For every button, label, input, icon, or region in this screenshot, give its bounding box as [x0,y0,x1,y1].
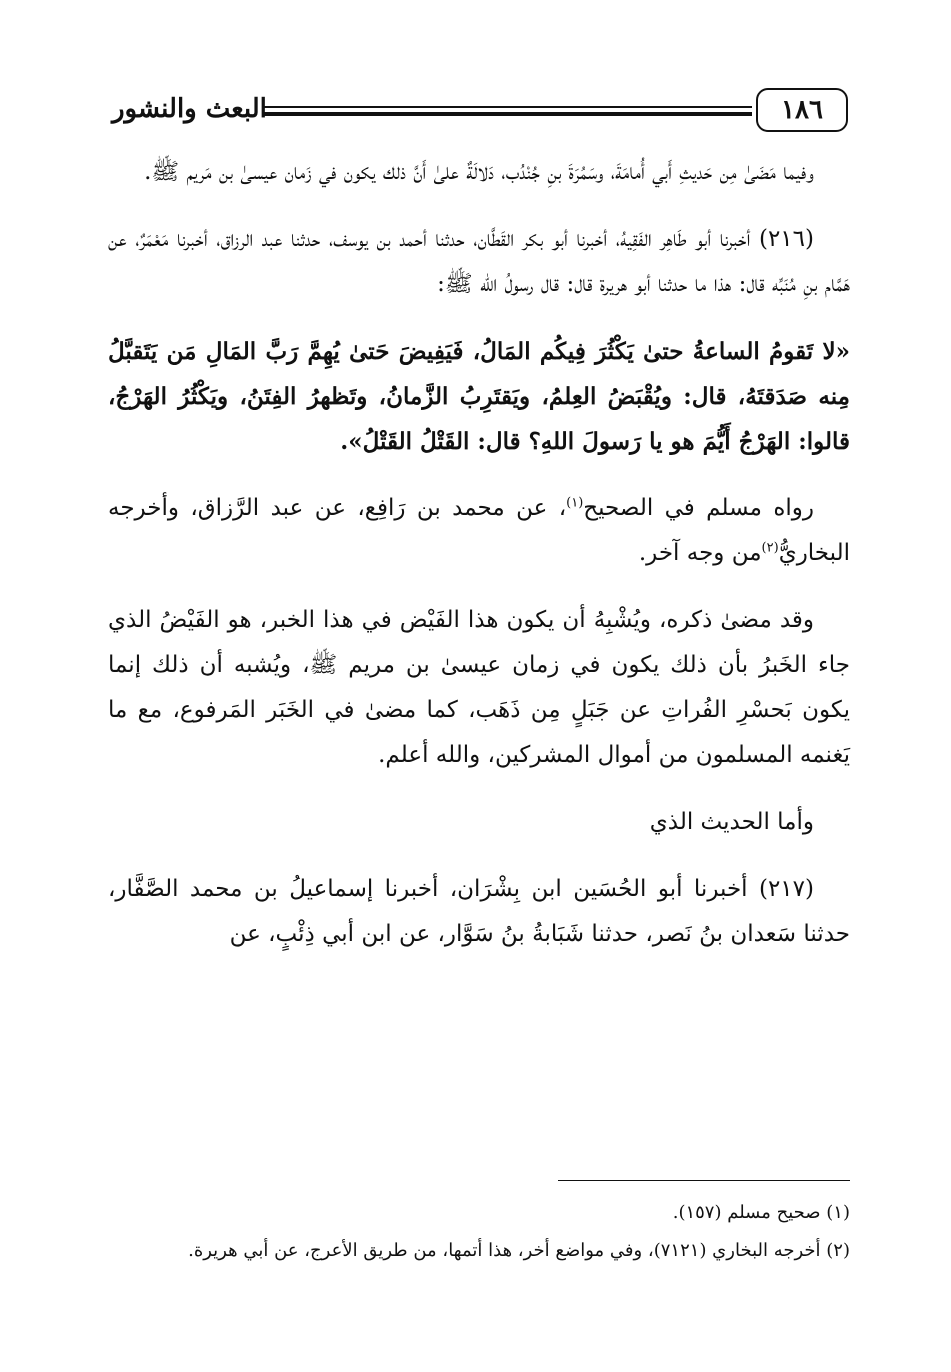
paragraph-transition: وأما الحديث الذي [649,809,814,835]
footnote-1: (١) صحيح مسلم (١٥٧). [672,1202,850,1223]
paragraph-1: وفيما مَضَىٰ مِن حَديثِ أَبي أُمامَةَ، وسَمُرَةَ بنِ جُنْدُب، دَلالَةٌ علىٰ أَنَّ ذلك يكون في زَمان عيسىٰ بن مَريم ﷺ. [144,159,814,185]
main-text [108,150,850,979]
page-header [112,88,848,134]
paragraph-hadith-217-isnad: (٢١٧) أخبرنا أبو الحُسَين ابن بِشْرَان، أخبرنا إسماعيلُ بن محمد الصَّفَّار، حدثنا سَعدان بنُ نَصر، حدثنا شَبَابةُ بنُ سَوَّار، عن ابن أبي ذِئْبٍ، عن [108,876,850,947]
takhrij-part-2: ، عن محمد بن رَافِع، عن عبد الرَّزاق، وأخرجه البخاريُّ [108,495,850,566]
footnote-marker-1[interactable]: (١) [566,495,584,511]
footnotes [108,1196,850,1272]
footnote-marker-2[interactable]: (٢) [761,540,779,556]
footnote-separator [558,1180,850,1181]
running-title: البعث والنشور [112,94,267,124]
footnote-2: (٢) أخرجه البخاري (٧١٢١)، وفي مواضع أخر، هذا أتمها، من طريق الأعرج، عن أبي هريرة. [188,1240,850,1261]
paragraph-hadith-216-isnad: (٢١٦) أخبرنا أبو طَاهِر الفَقِيهُ، أخبرنا أبو بكر القَطَّان، حدثنا أحمد بن يوسف، حدثنا عبد الرزاق، أخبرنا مَعْمَرٌ، عن هَمَّام بنِ مُنَبِّه قال: هذا ما حدثنا أبو هريرة قال: قال رسولُ الله ﷺ: [108,226,850,297]
page-number: ١٨٦ [756,88,848,132]
takhrij-part-1: رواه مسلم في الصحيح [583,495,814,521]
hadith-text: «لا تَقومُ الساعةُ حتىٰ يَكْثُرَ فِيكُم المَالُ، فَيَفِيضَ حَتىٰ يُهِمَّ رَبَّ المَالِ مَن يَتَقبَّلُ مِنه صَدَقتَهُ، قال: ويُقْبَضُ العِلمُ، ويَقتَرِبُ الزَّمانُ، وتَظهرُ الفِتَنُ، ويَكْثُرُ الهَرْجُ، قالوا: الهَرْجُ أَيُّمَ هو يا رَسولَ اللهِ؟ قال: القَتْلُ القَتْلُ». [108,338,850,455]
header-rule-thick [262,112,752,116]
takhrij-part-3: من وجه آخر. [638,540,762,566]
paragraph-takhrij [108,486,850,576]
header-rule [262,106,752,108]
paragraph-commentary: وقد مضىٰ ذكره، ويُشْبِهُ أن يكون هذا الفَيْض في هذا الخبر، هو الفَيْضُ الذي جاء الخَبرُ بأن ذلك يكون في زمان عيسىٰ بن مريم ﷺ، ويُشبه أن ذلك إنما يكون بَحسْرِ الفُراتِ عن جَبَلٍ مِن ذَهَب، كما مضىٰ في الخَبَر المَرفوع، مع ما يَغنمه المسلمون من أموال المشركين، والله أعلم. [108,607,850,768]
